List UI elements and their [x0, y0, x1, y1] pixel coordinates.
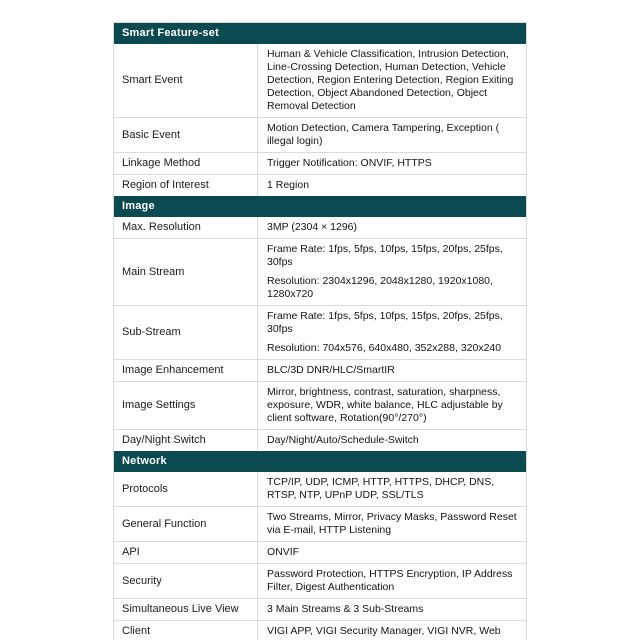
- row-value: [258, 564, 526, 598]
- table-row: [114, 381, 526, 429]
- row-value: [258, 542, 526, 563]
- row-value: [258, 175, 526, 196]
- value-paragraph: Motion Detection, Camera Tampering, Exception ( illegal login): [267, 122, 500, 147]
- value-paragraph: Day/Night/Auto/Schedule-Switch: [267, 434, 419, 446]
- table-row: [114, 563, 526, 598]
- row-label: Max. Resolution: [114, 217, 258, 238]
- value-paragraph: BLC/3D DNR/HLC/SmartIR: [267, 364, 395, 376]
- value-paragraph: Resolution: 704x576, 640x480, 352x288, 320x240: [267, 342, 502, 354]
- row-label: Linkage Method: [114, 153, 258, 174]
- table-row: [114, 44, 526, 117]
- row-value: [258, 472, 526, 506]
- row-label: Security: [114, 564, 258, 598]
- table-row: [114, 152, 526, 174]
- row-value: [258, 382, 526, 429]
- value-paragraph: Resolution: 2304x1296, 2048x1280, 1920x1080, 1280x720: [267, 275, 493, 300]
- value-paragraph: Trigger Notification: ONVIF, HTTPS: [267, 157, 432, 169]
- table-row: [114, 305, 526, 359]
- value-paragraph: Mirror, brightness, contrast, saturation, sharpness, exposure, WDR, white balance, HLC adjustable by client software, Rotation(90°/270°): [267, 386, 503, 424]
- row-label: Image Settings: [114, 382, 258, 429]
- value-paragraph: VIGI APP, VIGI Security Manager, VIGI NVR, Web: [267, 625, 501, 637]
- value-paragraph: 1 Region: [267, 179, 310, 191]
- table-row: [114, 217, 526, 238]
- row-value: [258, 217, 526, 238]
- spec-table: [113, 22, 527, 640]
- row-label: Protocols: [114, 472, 258, 506]
- table-row: [114, 174, 526, 196]
- value-paragraph: TCP/IP, UDP, ICMP, HTTP, HTTPS, DHCP, DNS, RTSP, NTP, UPnP UDP, SSL/TLS: [267, 476, 495, 501]
- value-paragraph: 3 Main Streams & 3 Sub-Streams: [267, 603, 424, 615]
- value-paragraph: ONVIF: [267, 546, 300, 558]
- table-row: [114, 598, 526, 620]
- row-label: Region of Interest: [114, 175, 258, 196]
- table-row: [114, 117, 526, 152]
- row-value: [258, 621, 526, 640]
- row-value: [258, 599, 526, 620]
- row-value: [258, 239, 526, 305]
- table-row: [114, 472, 526, 506]
- table-row: [114, 541, 526, 563]
- value-paragraph: Password Protection, HTTPS Encryption, IP Address Filter, Digest Authentication: [267, 568, 513, 593]
- table-row: [114, 429, 526, 451]
- row-label: Simultaneous Live View: [114, 599, 258, 620]
- row-value: [258, 306, 526, 359]
- section-header: Image: [114, 196, 526, 217]
- row-value: [258, 507, 526, 541]
- row-value: [258, 44, 526, 117]
- table-row: [114, 506, 526, 541]
- row-value: [258, 430, 526, 451]
- table-row: [114, 620, 526, 640]
- row-label: Client: [114, 621, 258, 640]
- section-header: Network: [114, 451, 526, 472]
- value-paragraph: Frame Rate: 1fps, 5fps, 10fps, 15fps, 20fps, 25fps, 30fps: [267, 243, 503, 268]
- value-paragraph: Frame Rate: 1fps, 5fps, 10fps, 15fps, 20fps, 25fps, 30fps: [267, 310, 503, 335]
- table-row: [114, 359, 526, 381]
- value-paragraph: Two Streams, Mirror, Privacy Masks, Password Reset via E-mail, HTTP Listening: [267, 511, 517, 536]
- row-label: Main Stream: [114, 239, 258, 305]
- row-value: [258, 118, 526, 152]
- row-label: Basic Event: [114, 118, 258, 152]
- value-paragraph: Human & Vehicle Classification, Intrusion Detection, Line-Crossing Detection, Human Detection, Vehicle Detection, Region Entering Detection, Region Exiting Detection, Object Abandoned Detection, Object Removal Detection: [267, 48, 514, 112]
- row-label: Image Enhancement: [114, 360, 258, 381]
- row-label: Day/Night Switch: [114, 430, 258, 451]
- table-row: [114, 238, 526, 305]
- row-value: [258, 153, 526, 174]
- row-label: General Function: [114, 507, 258, 541]
- row-label: API: [114, 542, 258, 563]
- value-paragraph: 3MP (2304 × 1296): [267, 221, 357, 233]
- row-value: [258, 360, 526, 381]
- row-label: Sub-Stream: [114, 306, 258, 359]
- row-label: Smart Event: [114, 44, 258, 117]
- section-header: Smart Feature-set: [114, 23, 526, 44]
